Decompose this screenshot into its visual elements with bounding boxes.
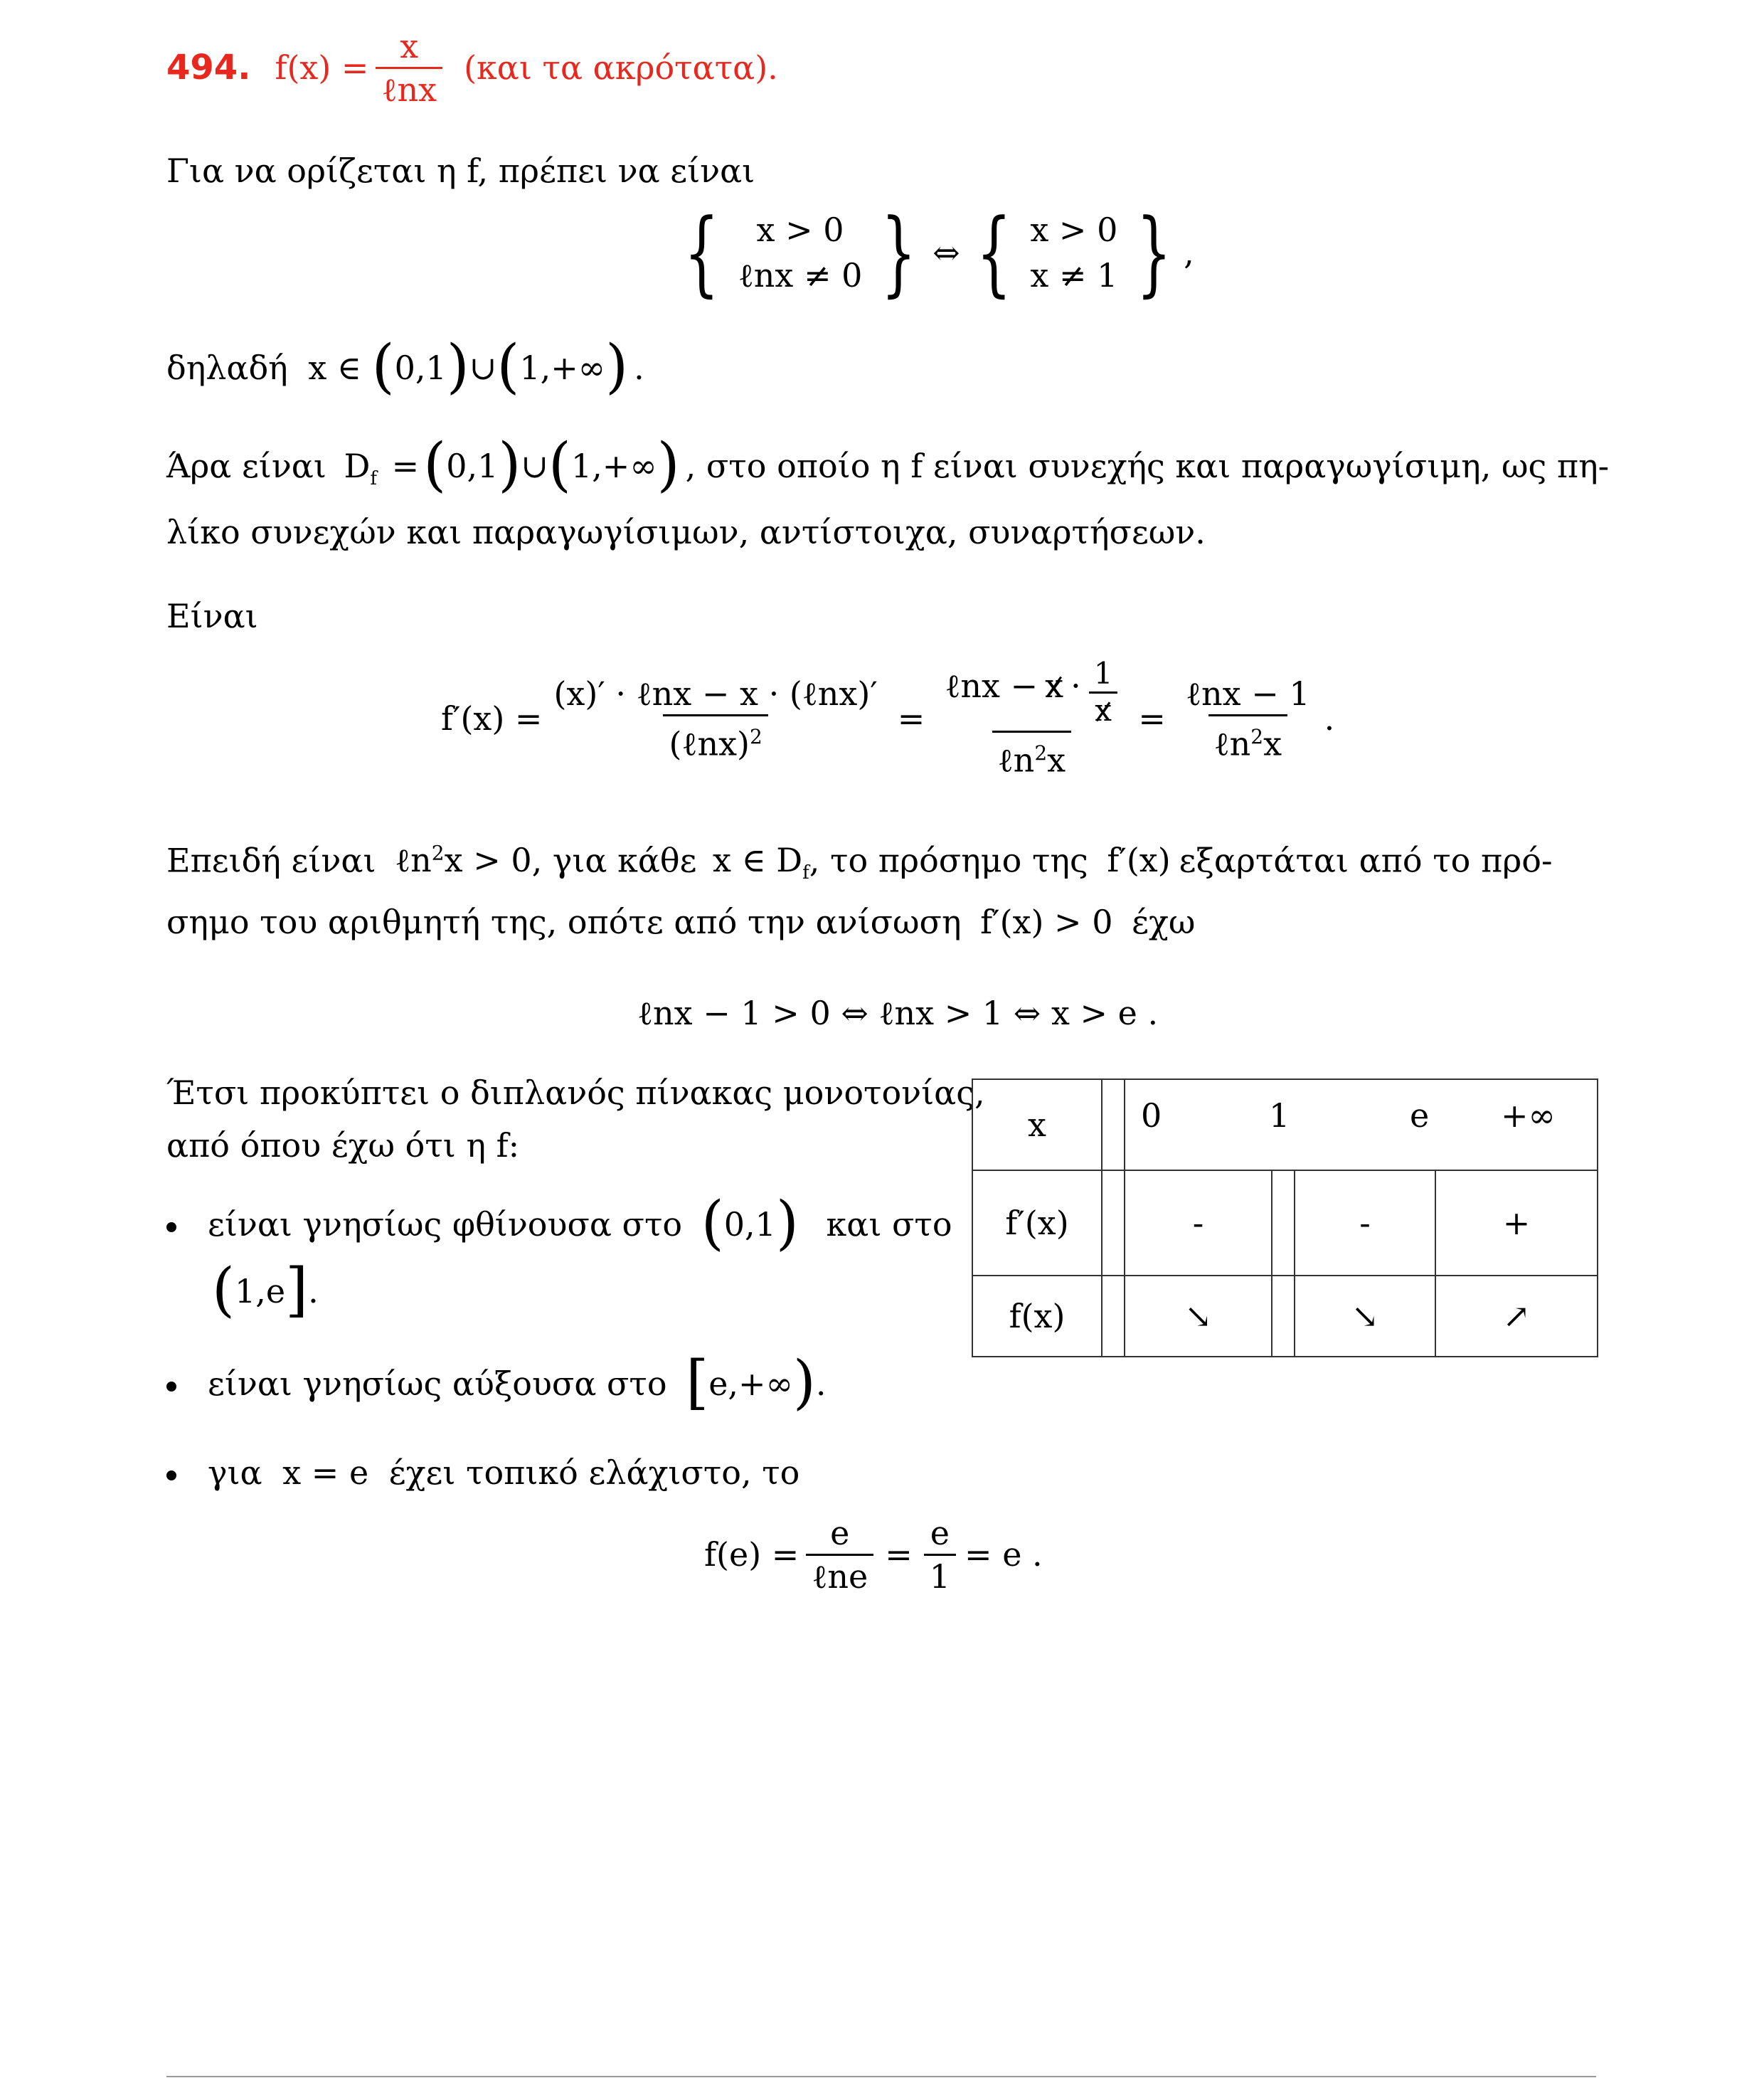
minimum-value-equation (704, 1508, 1043, 1601)
derivative-f2-den (992, 731, 1071, 780)
system-left-bottom: ℓnx ≠ 0 (738, 256, 863, 295)
p5-line2b: f′(x) > 0 (980, 903, 1113, 941)
p3-interval-1: 0,1 (446, 447, 499, 485)
heading-suffix: (και τα ακρότατα). (464, 48, 778, 87)
system-right (1030, 207, 1117, 298)
paren-open: ( (212, 1256, 235, 1324)
table-sign-1: - (1125, 1170, 1272, 1276)
p5-line2a: σημο του αριθμητή της, οπότε από την ανίσωση (166, 903, 962, 941)
heading-fraction-denominator: ℓnx (376, 67, 442, 110)
left-brace-1: { (684, 198, 720, 307)
derivative-eq-2: = (1138, 699, 1166, 738)
p3-eq: = (391, 447, 420, 485)
table-double-bar (1102, 1170, 1125, 1276)
bullet-decreasing (166, 1189, 952, 1257)
paragraph-derivative-intro: Είναι (166, 597, 258, 635)
p2-end: . (634, 349, 644, 387)
p5-a: Επειδή είναι (166, 841, 376, 880)
paren-open: ( (701, 1189, 724, 1257)
p5-h: εξαρτάται από το πρό- (1179, 841, 1553, 880)
paragraph-domain-result (166, 333, 644, 401)
paren-close: ) (775, 1189, 799, 1257)
table-double-bar-at-1 (1272, 1170, 1295, 1276)
p3-domain-D: D (344, 447, 371, 485)
domain-system (672, 198, 1194, 307)
paren-open: ( (423, 431, 447, 499)
derivative-f2-small-num: 1 (1093, 656, 1113, 691)
derivative-f1-num: (x)′ · ℓnx − x · (ℓnx)′ (553, 674, 878, 713)
p3-domain (344, 447, 378, 490)
p5-d: , για κάθε (531, 841, 697, 880)
derivative-f2-num-a: ℓnx − (945, 667, 1038, 706)
p5-line2c: έχω (1132, 903, 1196, 941)
p5-e-base: x ∈ D (713, 841, 803, 880)
bullet-dot (166, 1382, 176, 1392)
p3-domain-sub: f (370, 468, 378, 490)
bullet-increasing (166, 1349, 827, 1416)
p3-rest: , στο οποίο η f είναι συνεχής και παραγωγίσιμη, ως πη- (685, 447, 1610, 485)
paren-open: ( (548, 431, 571, 499)
paren-close: ) (605, 333, 629, 401)
table-sign-3: + (1435, 1170, 1598, 1276)
derivative-f2-den-sup: 2 (1034, 741, 1048, 765)
p5-b-base: ℓn (395, 841, 432, 880)
table-double-bar (1102, 1276, 1125, 1357)
paragraph-sign-analysis (166, 832, 1553, 895)
p3-start: Άρα είναι (166, 447, 326, 485)
derivative-f3-den (1208, 714, 1287, 764)
table-x-label: x (972, 1079, 1102, 1170)
derivative-f2-num (939, 656, 1124, 731)
derivative-f2-den-x: x (1047, 741, 1066, 780)
bullet3-a: για (208, 1453, 262, 1492)
bullet2-end: . (815, 1364, 827, 1403)
paragraph-sign-analysis-line2 (166, 901, 1195, 943)
heading-fraction (376, 26, 442, 110)
derivative-f1-den (663, 714, 767, 764)
derivative-fraction-1 (548, 673, 883, 764)
p2-union: ∪ (469, 349, 497, 387)
p2-text: δηλαδή (166, 349, 288, 387)
min-fraction-2 (924, 1512, 956, 1597)
table-arrow-1 (1125, 1276, 1272, 1357)
bullet1-mid: και στο (826, 1205, 952, 1244)
table-fprime-label: f′(x) (972, 1170, 1102, 1276)
table-point-e: e (1410, 1096, 1430, 1135)
bullet-dot (166, 1470, 176, 1480)
increasing-arrow-icon: ↗ (1502, 1297, 1531, 1335)
bullet1-text: είναι γνησίως φθίνουσα στο (208, 1205, 683, 1244)
min-f1-den: ℓne (806, 1554, 873, 1597)
bracket-close: ] (285, 1256, 309, 1324)
system-comma: , (1184, 233, 1194, 272)
system-right-top: x > 0 (1030, 211, 1118, 249)
min-fraction-1 (806, 1512, 873, 1597)
paren-open: ( (371, 333, 395, 401)
left-brace-2: { (976, 198, 1011, 307)
derivative-f1-den-sup: 2 (749, 724, 763, 748)
bullet1-end: . (308, 1272, 319, 1310)
paren-close: ) (657, 431, 680, 499)
derivative-lhs: f′(x) = (441, 699, 543, 738)
derivative-eq-1: = (897, 699, 925, 738)
heading-lhs: f(x) = (275, 48, 369, 87)
inequality-chain: ℓnx − 1 > 0 ⇔ ℓnx > 1 ⇔ x > e . (637, 994, 1159, 1032)
derivative-fraction-3 (1180, 673, 1316, 764)
system-equiv: ⇔ (933, 233, 960, 272)
paren-close: ) (498, 431, 521, 499)
derivative-f2-small-den (1089, 691, 1117, 728)
paragraph-domain-intro: Για να ορίζεται η f, πρέπει να είναι (166, 152, 755, 190)
decreasing-arrow-icon: ↘ (1184, 1297, 1212, 1335)
table-point-infinity: +∞ (1501, 1096, 1556, 1135)
table-double-bar-at-1 (1272, 1276, 1295, 1357)
p3-union: ∪ (521, 447, 548, 485)
derivative-f2-small-den-x: x (1095, 693, 1112, 728)
derivative-f3-den-sup: 2 (1250, 724, 1264, 748)
table-point-0: 0 (1141, 1096, 1162, 1135)
paragraph-domain-definition-line2: λίκο συνεχών και παραγωγίσιμων, αντίστοιχα, συναρτήσεων. (166, 513, 1206, 551)
paren-close: ) (792, 1349, 816, 1416)
table-x-points (1125, 1079, 1598, 1170)
derivative-fraction-2 (939, 656, 1124, 780)
p5-c: x > 0 (444, 841, 532, 880)
p3-interval-2: 1,+∞ (570, 447, 657, 485)
monotonicity-table (972, 1078, 1598, 1357)
table-point-1: 1 (1269, 1096, 1290, 1135)
paren-close: ) (446, 333, 469, 401)
min-f2-num: e (930, 1513, 950, 1552)
table-sign-2: - (1295, 1170, 1435, 1276)
derivative-f2-small-frac (1088, 656, 1119, 728)
p5-e-sub: f (802, 862, 809, 884)
system-right-bottom: x ≠ 1 (1030, 256, 1118, 295)
derivative-f3-num: ℓnx − 1 (1185, 674, 1310, 713)
derivative-f2-num-x-cancelled: x (1045, 667, 1064, 706)
p5-g: f′(x) (1107, 841, 1171, 880)
bracket-open: [ (686, 1349, 709, 1416)
bullet2-text: είναι γνησίως αύξουσα στο (208, 1364, 667, 1403)
bullet-decreasing-line2 (212, 1256, 319, 1324)
table-arrow-2 (1295, 1276, 1435, 1357)
derivative-f1-den-base: (ℓnx) (669, 724, 750, 763)
bullet1-interval-1: 0,1 (723, 1205, 776, 1244)
p5-b (395, 841, 532, 879)
p2-interval-1: 0,1 (394, 349, 447, 387)
p2-interval-2: 1,+∞ (519, 349, 606, 387)
derivative-equation (441, 640, 1334, 797)
heading-fraction-numerator: x (400, 26, 419, 65)
min-lhs: f(e) = (704, 1535, 799, 1574)
right-brace-2: } (1136, 198, 1172, 307)
p5-e (713, 841, 809, 884)
derivative-end: . (1324, 699, 1335, 738)
min-rhs: = e . (965, 1535, 1043, 1574)
decreasing-arrow-icon: ↘ (1351, 1297, 1379, 1335)
p5-b-sup: 2 (431, 842, 445, 865)
bullet2-interval: e,+∞ (708, 1364, 793, 1403)
paren-open: ( (496, 333, 520, 401)
bullet1-interval-2: 1,e (235, 1272, 286, 1310)
table-double-bar (1102, 1079, 1125, 1170)
table-f-label: f(x) (972, 1276, 1102, 1357)
exercise-number: 494. (166, 48, 251, 88)
paragraph-table-intro-line2: από όπου έχω ότι η f: (166, 1126, 520, 1165)
p2-math: x ∈ (308, 349, 361, 387)
min-f1-num: e (830, 1513, 850, 1552)
derivative-f3-den-x: x (1263, 724, 1282, 763)
derivative-f2-num-dot: · (1070, 667, 1081, 706)
footer-rule (166, 2076, 1596, 2077)
exercise-heading (166, 28, 778, 107)
min-f2-den: 1 (924, 1554, 956, 1597)
min-eq: = (885, 1535, 913, 1574)
system-left-top: x > 0 (756, 211, 844, 249)
bullet-dot (166, 1222, 176, 1232)
system-left (738, 207, 863, 298)
table-arrow-3 (1435, 1276, 1598, 1357)
bullet3-math: x = e (282, 1453, 369, 1492)
paragraph-domain-definition (166, 431, 1610, 500)
paragraph-table-intro: Έτσι προκύπτει ο διπλανός πίνακας μονοτονίας, (166, 1074, 985, 1112)
right-brace-1: } (881, 198, 917, 307)
p5-f: , το πρόσημο της (809, 841, 1088, 880)
bullet-minimum (166, 1451, 799, 1494)
derivative-f2-den-base: ℓn (997, 741, 1035, 780)
derivative-f3-den-base: ℓn (1213, 724, 1251, 763)
bullet3-b: έχει τοπικό ελάχιστο, το (388, 1453, 800, 1492)
